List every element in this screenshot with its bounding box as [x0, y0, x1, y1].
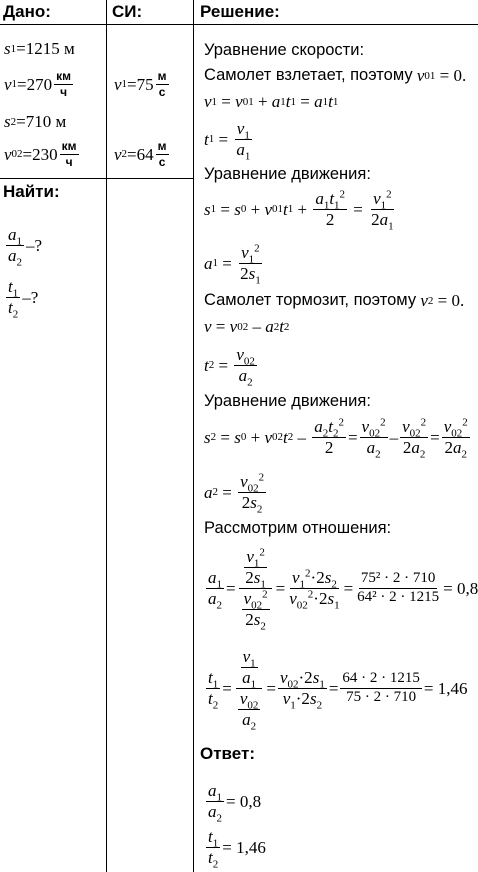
- given-v1: v 1 =270 $\frac{км}{ч}$: [4, 69, 72, 99]
- time-formula-1: t 1 = $\frac{v_1}{a_1}$: [204, 119, 251, 163]
- answer-a-value: = 0,8: [226, 791, 262, 811]
- si-header: СИ:: [112, 2, 143, 21]
- answer-t-value: = 1,46: [222, 837, 266, 857]
- compound-fraction-a: $\frac{\frac{v_1^2}{2s_1}}{\frac{v_{02}^2}{2s_2}}$: [238, 548, 274, 628]
- ratio-t-denominator: 75 · 2 · 710: [346, 688, 417, 705]
- find-t-ratio: $\frac{t_1}{t_2}$ –?: [8, 277, 39, 321]
- unit-kmh: $\frac{км}{ч}$: [61, 139, 77, 169]
- header-underline-given: [0, 24, 106, 25]
- si-v1: v 1 =75 $\frac{м}{с}$: [114, 69, 167, 99]
- answer-a-ratio: $\frac{a_1}{a_2}$ = 0,8: [208, 781, 262, 825]
- answer-header: Ответ:: [200, 744, 255, 763]
- si-v1-value: =75: [127, 74, 154, 94]
- given-s2-value: =710 м: [16, 112, 67, 131]
- velocity-equation-2: v = v 02 – a 2 t 2: [204, 317, 290, 336]
- given-v02: v 02 =230 $\frac{км}{ч}$: [4, 139, 77, 169]
- ratio-a-numerator: 75² · 2 · 710: [359, 571, 438, 589]
- column-divider-si: [193, 0, 194, 872]
- find-a-question: –?: [26, 235, 43, 255]
- si-v2: v 2 =64 $\frac{м}{с}$: [114, 139, 167, 169]
- takeoff-text: Самолет взлетает, поэтому: [204, 66, 413, 85]
- ratio-a-denominator: 64² · 2 · 1215: [357, 588, 440, 605]
- given-s1-value: =1215 м: [16, 39, 75, 58]
- unit-ms: $\frac{м}{с}$: [157, 69, 167, 99]
- given-v02-value: =230: [22, 144, 58, 164]
- given-s2: s 2 =710 м: [4, 112, 67, 131]
- ratio-a-value: = 0,8: [443, 578, 478, 598]
- solution-header: Решение:: [200, 2, 280, 21]
- velocity-equation-1: v 1 = v 01 + a 1 t 1 = a 1 t 1: [204, 92, 339, 111]
- unit-kmh: $\frac{км}{ч}$: [56, 69, 72, 99]
- ratio-t-numerator: 64 · 2 · 1215: [340, 671, 422, 689]
- ratio-t-value: = 1,46: [423, 678, 468, 698]
- brake-line: Самолет тормозит, поэтому v 2 = 0.: [204, 291, 465, 310]
- given-header: Дано:: [3, 2, 51, 21]
- header-underline-si: [106, 24, 193, 25]
- given-bottom-line: [0, 178, 193, 179]
- motion-equation-title-2: Уравнение движения:: [204, 392, 371, 410]
- takeoff-condition: = 0.: [439, 66, 467, 85]
- takeoff-line: Самолет взлетает, поэтому v 01 = 0.: [204, 66, 467, 85]
- given-v1-value: =270: [17, 74, 53, 94]
- brake-text: Самолет тормозит, поэтому: [204, 291, 417, 310]
- given-s1: s 1 =1215 м: [4, 39, 75, 58]
- compound-fraction-t: $\frac{\frac{v_1}{a_1}}{\frac{v_{02}}{a_2}}$: [234, 648, 265, 728]
- find-a-ratio: $\frac{a_1}{a_2}$ –?: [8, 225, 43, 269]
- answer-t-ratio: $\frac{t_1}{t_2}$ = 1,46: [208, 827, 266, 871]
- unit-ms: $\frac{м}{с}$: [157, 139, 167, 169]
- header-underline-solution: [193, 24, 478, 25]
- column-divider-given: [106, 0, 107, 872]
- ratios-title: Рассмотрим отношения:: [204, 519, 392, 537]
- motion-equation-title-1: Уравнение движения:: [204, 165, 371, 183]
- acceleration-formula-2: a 2 = $\frac{v_{02}^2}{2s_2}$: [204, 471, 265, 516]
- ratio-time: $\frac{t_1}{t_2}$ = $\frac{\frac{v_1}{a_1}}{\frac{v_{02}}{a_2}}$ = $\frac{v_{02}\cdot 2s_1}{v_1\cdot 2s_2}$ = $\frac{64 \cdot 2 \cdot 1215}{75 \cdot 2 \cdot 710}$ = 1,46: [208, 647, 468, 732]
- speed-equation-title: Уравнение скорости:: [204, 41, 365, 59]
- motion-equation-1: s 1 = s 0 + v 01 t 1 + $\frac{a_1t_1^2}{2}$ = $\frac{v_1^2}{2a_1}$: [204, 188, 394, 233]
- motion-equation-2: s 2 = s 0 + v 02 t 2 – $\frac{a_2t_2^2}{2}$ = $\frac{v_{02}^2}{a_2}$ – $\frac{v_{02}^2}{2a_2}$ = $\frac{v_{02}^2}{2a_2}$: [204, 416, 468, 461]
- time-formula-2: t 2 = $\frac{v_{02}}{a_2}$: [204, 345, 255, 389]
- si-v2-value: =64: [127, 144, 154, 164]
- acceleration-formula-1: a 1 = $\frac{v_1^2}{2s_1}$: [204, 242, 261, 287]
- find-t-question: –?: [22, 287, 39, 307]
- ratio-acceleration: $\frac{a_1}{a_2}$ = $\frac{\frac{v_1^2}{2s_1}}{\frac{v_{02}^2}{2s_2}}$ = $\frac{v_1^2\cdot 2s_2}{v_{02}^2\cdot 2s_1}$ = $\frac{\text{75² · 2 · 710}}{\text{64² · 2 · 1215}}$ = 0,8: [208, 546, 478, 632]
- brake-condition: = 0.: [437, 291, 465, 310]
- find-header: Найти:: [3, 182, 60, 201]
